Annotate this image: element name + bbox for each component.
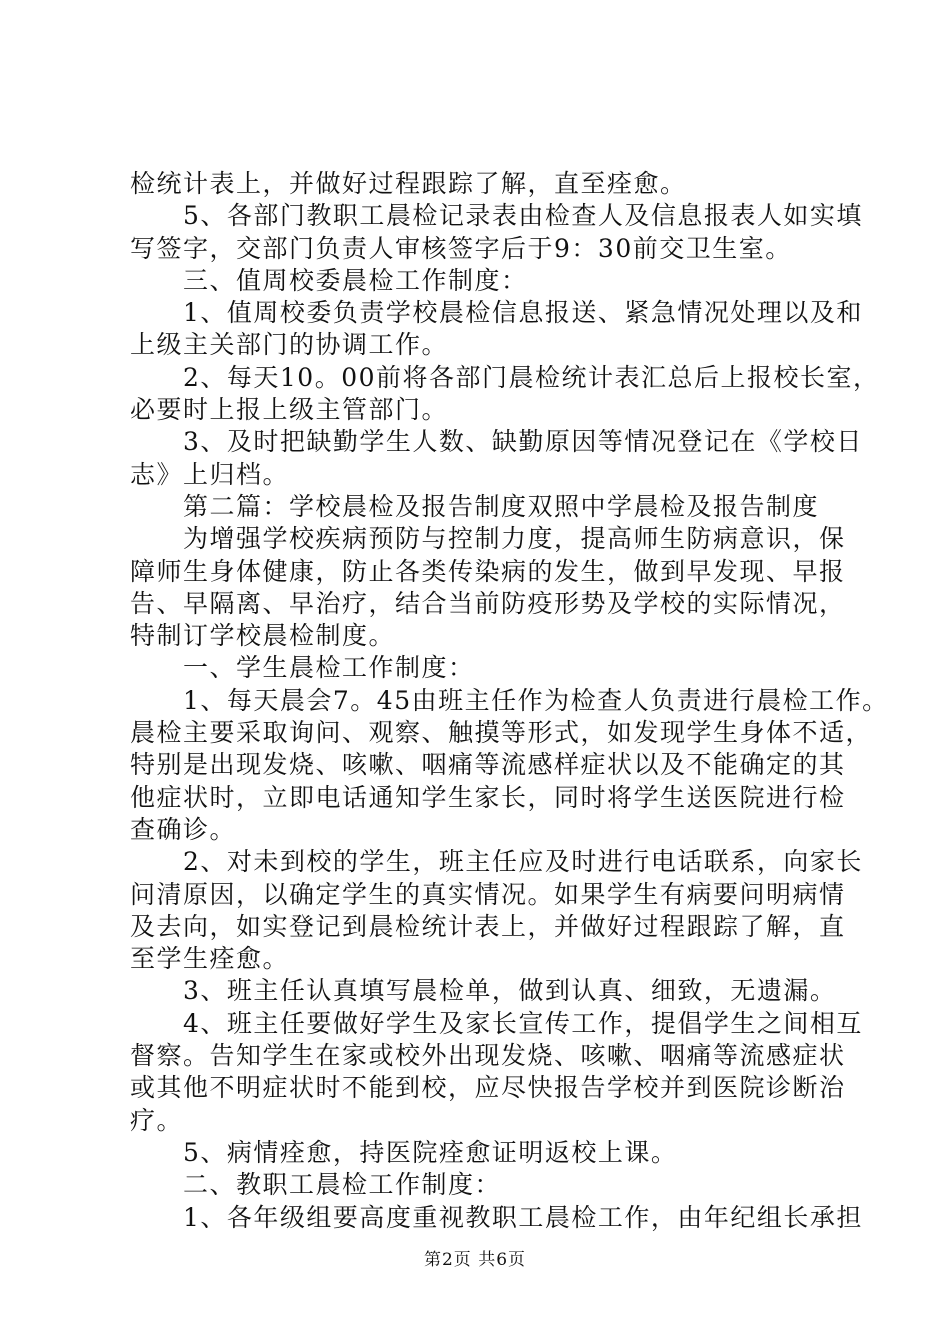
text-line: 督察。告知学生在家或校外出现发烧、咳嗽、咽痛等流感症状 bbox=[130, 1041, 846, 1071]
text-line: 4、班主任要做好学生及家长宣传工作，提倡学生之间相互 bbox=[130, 1008, 863, 1038]
page-number: 第2页 共6页 bbox=[423, 1250, 527, 1270]
text-line: 告、早隔离、早治疗，结合当前防疫形势及学校的实际情况， bbox=[130, 588, 846, 618]
text-line: 障师生身体健康，防止各类传染病的发生，做到早发现、早报 bbox=[130, 556, 846, 586]
text-line: 5、各部门教职工晨检记录表由检查人及信息报表人如实填 bbox=[130, 201, 863, 231]
text-line: 特别是出现发烧、咳嗽、咽痛等流感样症状以及不能确定的其 bbox=[130, 750, 846, 780]
text-line: 查确诊。 bbox=[130, 814, 237, 844]
text-line: 2、对未到校的学生，班主任应及时进行电话联系，向家长 bbox=[130, 847, 863, 877]
section-heading: 三、值周校委晨检工作制度： bbox=[130, 265, 528, 295]
text-line: 疗。 bbox=[130, 1105, 184, 1135]
text-line: 至学生痊愈。 bbox=[130, 944, 290, 974]
text-line: 1、每天晨会7。45由班主任作为检查人负责进行晨检工作。 bbox=[130, 685, 889, 715]
text-line: 必要时上报上级主管部门。 bbox=[130, 395, 449, 425]
text-line: 为增强学校疾病预防与控制力度，提高师生防病意识，保 bbox=[130, 524, 846, 554]
section-heading: 一、学生晨检工作制度： bbox=[130, 653, 475, 683]
text-line: 志》上归档。 bbox=[130, 459, 290, 489]
page-footer bbox=[0, 1245, 950, 1270]
section-heading: 二、教职工晨检工作制度： bbox=[130, 1170, 502, 1200]
document-body bbox=[130, 168, 889, 1234]
text-line: 晨检主要采取询问、观察、触摸等形式，如发现学生身体不适， bbox=[130, 718, 873, 748]
text-line: 3、班主任认真填写晨检单，做到认真、细致，无遗漏。 bbox=[130, 976, 837, 1006]
text-line: 检统计表上，并做好过程跟踪了解，直至痊愈。 bbox=[130, 169, 687, 198]
text-line: 写签字，交部门负责人审核签字后于9：30前交卫生室。 bbox=[130, 233, 792, 263]
text-line: 1、各年级组要高度重视教职工晨检工作，由年纪组长承担 bbox=[130, 1202, 863, 1232]
chapter-title: 第二篇：学校晨检及报告制度双照中学晨检及报告制度 bbox=[130, 491, 820, 521]
text-line: 或其他不明症状时不能到校，应尽快报告学校并到医院诊断治 bbox=[130, 1073, 846, 1103]
text-line: 问清原因，以确定学生的真实情况。如果学生有病要问明病情 bbox=[130, 879, 846, 909]
text-line: 1、值周校委负责学校晨检信息报送、紧急情况处理以及和 bbox=[130, 298, 863, 328]
text-line: 他症状时，立即电话通知学生家长，同时将学生送医院进行检 bbox=[130, 782, 846, 812]
text-line: 及去向，如实登记到晨检统计表上，并做好过程跟踪了解，直 bbox=[130, 911, 846, 941]
text-line: 特制订学校晨检制度。 bbox=[130, 621, 396, 651]
text-line: 5、病情痊愈，持医院痊愈证明返校上课。 bbox=[130, 1137, 678, 1167]
text-line: 上级主关部门的协调工作。 bbox=[130, 330, 449, 360]
text-line: 2、每天10。00前将各部门晨检统计表汇总后上报校长室， bbox=[130, 362, 880, 392]
text-line: 3、及时把缺勤学生人数、缺勤原因等情况登记在《学校日 bbox=[130, 427, 863, 457]
